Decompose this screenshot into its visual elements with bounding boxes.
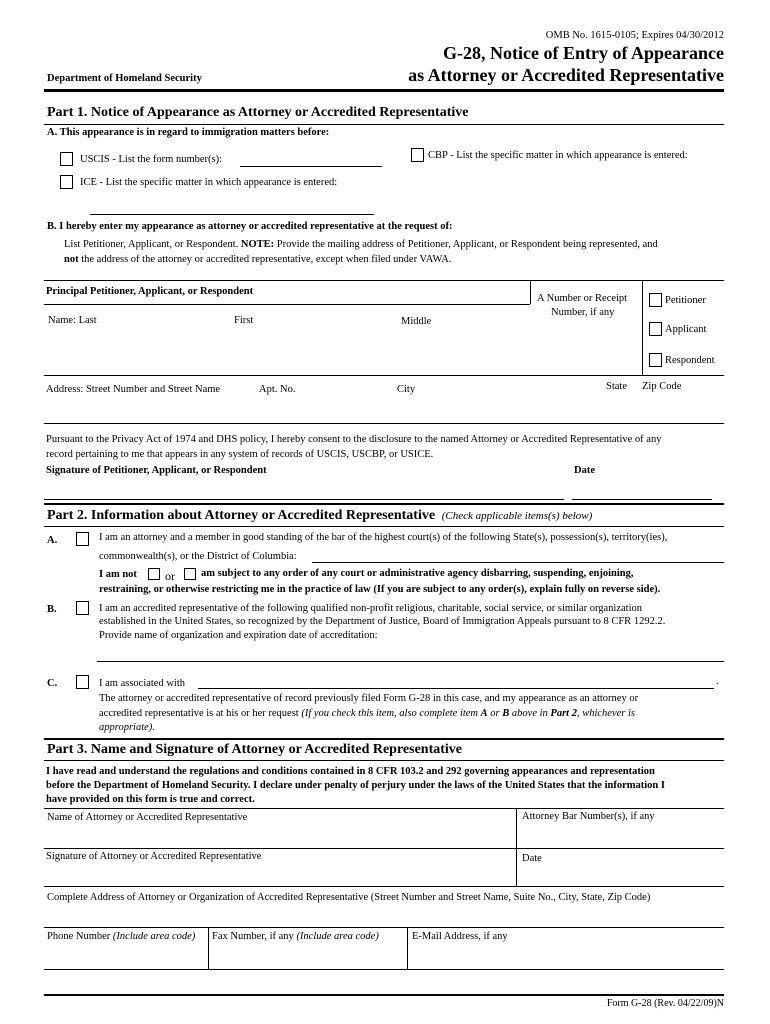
principal-top-rule: [44, 280, 724, 281]
part2-b-letter: B.: [47, 604, 57, 615]
b-note-not: not: [64, 254, 79, 265]
c-above: above in: [509, 708, 551, 719]
part1-b-label: B. I hereby enter my appearance as attorney or accredited representative at the request of:: [47, 221, 453, 232]
part2-c-text-1: I am associated with: [99, 678, 186, 689]
b-note-text-3: the address of the attorney or accredited representative, except when filed under VAWA.: [78, 254, 452, 265]
part2-bottom-rule: [44, 738, 724, 740]
applicant-checkbox[interactable]: [649, 322, 662, 336]
c-or: or: [487, 708, 503, 719]
phone-note: (Include area code): [112, 931, 196, 942]
c-item-a: A: [480, 708, 488, 719]
principal-divider-a: [530, 280, 531, 304]
part2-c-text-4: appropriate).: [99, 722, 155, 733]
part2-title-note: (Check applicable items(s) below): [441, 510, 593, 522]
part3-grid-row4: [44, 927, 724, 928]
part3-grid-row2: [44, 848, 724, 849]
part3-rule: [44, 760, 724, 761]
c-italic-a: (If you check this item, also complete item: [301, 708, 481, 719]
name-first-label: First: [234, 315, 254, 326]
bar-number-label: Attorney Bar Number(s), if any: [522, 811, 655, 822]
bar-states-field[interactable]: [312, 562, 724, 563]
ice-matter-field[interactable]: [90, 214, 374, 215]
part3-grid-top: [44, 808, 724, 809]
part2-title: Part 2. Information about Attorney or Accredited Representative: [47, 508, 436, 523]
uscis-label: USCIS - List the form number(s):: [80, 154, 223, 165]
principal-name-rule: [44, 304, 530, 305]
name-middle-label: Middle: [401, 316, 432, 327]
part2-rule: [44, 526, 724, 527]
petitioner-label: Petitioner: [665, 295, 706, 306]
part3-grid-v1: [516, 808, 517, 886]
attorney-signature-label: Signature of Attorney or Accredited Representative: [46, 851, 262, 862]
organization-field[interactable]: [97, 661, 724, 662]
b-note-text-2: Provide the mailing address of Petitioner, Applicant, or Respondent being represented, and: [274, 239, 658, 250]
part1-title: Part 1. Notice of Appearance as Attorney or Accredited Representative: [47, 105, 469, 120]
principal-label: Principal Petitioner, Applicant, or Respondent: [46, 286, 254, 297]
am-not-checkbox[interactable]: [148, 568, 160, 580]
uscis-checkbox[interactable]: [60, 152, 73, 166]
part2-b-text-2: established in the United States, so recognized by the Department of Justice, Board of Immigration Appeals pursuant to 8 CFR 1292.2.: [99, 616, 666, 627]
applicant-label: Applicant: [665, 324, 707, 335]
b-note-bold: NOTE:: [240, 239, 275, 250]
attorney-address-label: Complete Address of Attorney or Organization of Accredited Representative (Street Number and Street Name, Suite No., City, State, Zip Code): [47, 892, 651, 903]
a-number-label-2: Number, if any: [551, 307, 615, 318]
privacy-statement-2: record pertaining to me that appears in any system of records of USCIS, USCBP, or USICE.: [46, 449, 434, 460]
part3-statement-3: have provided on this form is true and correct.: [46, 794, 255, 805]
form-id: Form G-28 (Rev. 04/22/09)N: [606, 998, 724, 1009]
respondent-checkbox[interactable]: [649, 353, 662, 367]
state-label: State: [606, 381, 627, 392]
or-label: or: [165, 569, 175, 583]
part3-grid-v3: [407, 927, 408, 969]
part2-a-checkbox[interactable]: [76, 532, 89, 546]
ice-checkbox[interactable]: [60, 175, 73, 189]
form-title-line1: G-28, Notice of Entry of Appearance: [443, 43, 724, 63]
part3-title: Part 3. Name and Signature of Attorney or Accredited Representative: [47, 742, 463, 757]
part1-a-label: A. This appearance is in regard to immigration matters before:: [47, 127, 330, 138]
uscis-form-number-field[interactable]: [240, 166, 382, 167]
part1-b-note-line1: [64, 238, 658, 252]
footer-rule: [44, 994, 724, 996]
part3-grid-bottom: [44, 969, 724, 970]
part2-a-text-2: commonwealth(s), or the District of Columbia:: [99, 551, 297, 562]
cbp-checkbox[interactable]: [411, 148, 424, 162]
omb-number: OMB No. 1615-0105; Expires 04/30/2012: [545, 30, 724, 41]
associated-with-field[interactable]: [198, 688, 714, 689]
petitioner-date-field[interactable]: [572, 499, 712, 500]
part1-rule: [44, 124, 724, 125]
b-note-text: List Petitioner, Applicant, or Respondent.: [64, 239, 241, 250]
zip-label: Zip Code: [642, 381, 682, 392]
c-text-3: accredited representative is at his or her request: [99, 708, 302, 719]
address-rule: [44, 423, 724, 424]
petitioner-signature-field[interactable]: [44, 499, 564, 500]
email-label: E-Mail Address, if any: [412, 931, 508, 942]
i-am-not-label: I am not: [99, 569, 137, 580]
fax-note: (Include area code): [296, 931, 379, 942]
c-item-b: B: [502, 708, 510, 719]
a-number-label-1: A Number or Receipt: [537, 293, 628, 304]
name-last-label: Name: Last: [48, 315, 97, 326]
address-label: Address: Street Number and Street Name: [46, 384, 221, 395]
part2-title-row: [47, 508, 592, 524]
phone-text: Phone Number: [47, 931, 113, 942]
city-label: City: [397, 384, 416, 395]
part3-grid-v2: [208, 927, 209, 969]
principal-role-rule: [44, 375, 724, 376]
part2-c-letter: C.: [47, 678, 58, 689]
part2-b-text-3: Provide name of organization and expiration date of accreditation:: [99, 630, 378, 641]
part2-c-period: .: [716, 676, 719, 687]
part3-statement-2: before the Department of Homeland Security. I declare under penalty of perjury under the laws of the United States that the information I: [46, 780, 665, 791]
c-part2: Part 2: [550, 708, 577, 719]
part3-statement-1: I have read and understand the regulations and conditions contained in 8 CFR 103.2 and 292 governing appearances and representation: [46, 766, 655, 777]
part2-a-text-4: restraining, or otherwise restricting me in the practice of law (If you are subject to any order(s), explain fully on reverse side).: [99, 584, 661, 595]
part2-c-text-3: [99, 707, 635, 721]
cbp-label: CBP - List the specific matter in which appearance is entered:: [428, 150, 688, 161]
phone-label: [47, 931, 195, 942]
c-whichever: , whichever is: [576, 708, 635, 719]
am-checkbox[interactable]: [184, 568, 196, 580]
privacy-statement-1: Pursuant to the Privacy Act of 1974 and DHS policy, I hereby consent to the disclosure to the named Attorney or Accredited Representative of any: [46, 434, 662, 445]
principal-divider-b: [642, 280, 643, 375]
ice-label: ICE - List the specific matter in which appearance is entered:: [80, 177, 338, 188]
attorney-date-label: Date: [522, 853, 542, 864]
apt-label: Apt. No.: [259, 384, 296, 395]
part2-c-text-2: The attorney or accredited representative of record previously filed Form G-28 in this case, and my appearance as an attorney or: [99, 693, 639, 704]
petitioner-signature-label: Signature of Petitioner, Applicant, or Respondent: [46, 465, 267, 476]
respondent-label: Respondent: [665, 355, 715, 366]
part3-grid-row3: [44, 886, 724, 887]
part2-a-text-1: I am an attorney and a member in good standing of the bar of the highest court(s) of the following State(s), possession(s), territory(ies),: [99, 532, 668, 543]
part1-bottom-rule: [44, 503, 724, 505]
part2-a-text-3: am subject to any order of any court or administrative agency disbarring, suspending, enjoining,: [201, 568, 634, 579]
fax-text: Fax Number, if any: [212, 931, 297, 942]
part2-b-text-1: I am an accredited representative of the following qualified non-profit religious, charitable, social service, or similar organization: [99, 603, 642, 614]
attorney-name-label: Name of Attorney or Accredited Representative: [47, 812, 248, 823]
header-rule: [44, 89, 724, 92]
part2-c-checkbox[interactable]: [76, 675, 89, 689]
form-title-line2: as Attorney or Accredited Representative: [408, 65, 724, 85]
fax-label: [212, 931, 379, 942]
part2-a-letter: A.: [47, 535, 58, 546]
petitioner-checkbox[interactable]: [649, 293, 662, 307]
part1-b-note-line2: [64, 253, 451, 267]
agency-name: Department of Homeland Security: [47, 73, 202, 84]
petitioner-date-label: Date: [574, 465, 595, 476]
part2-b-checkbox[interactable]: [76, 601, 89, 615]
